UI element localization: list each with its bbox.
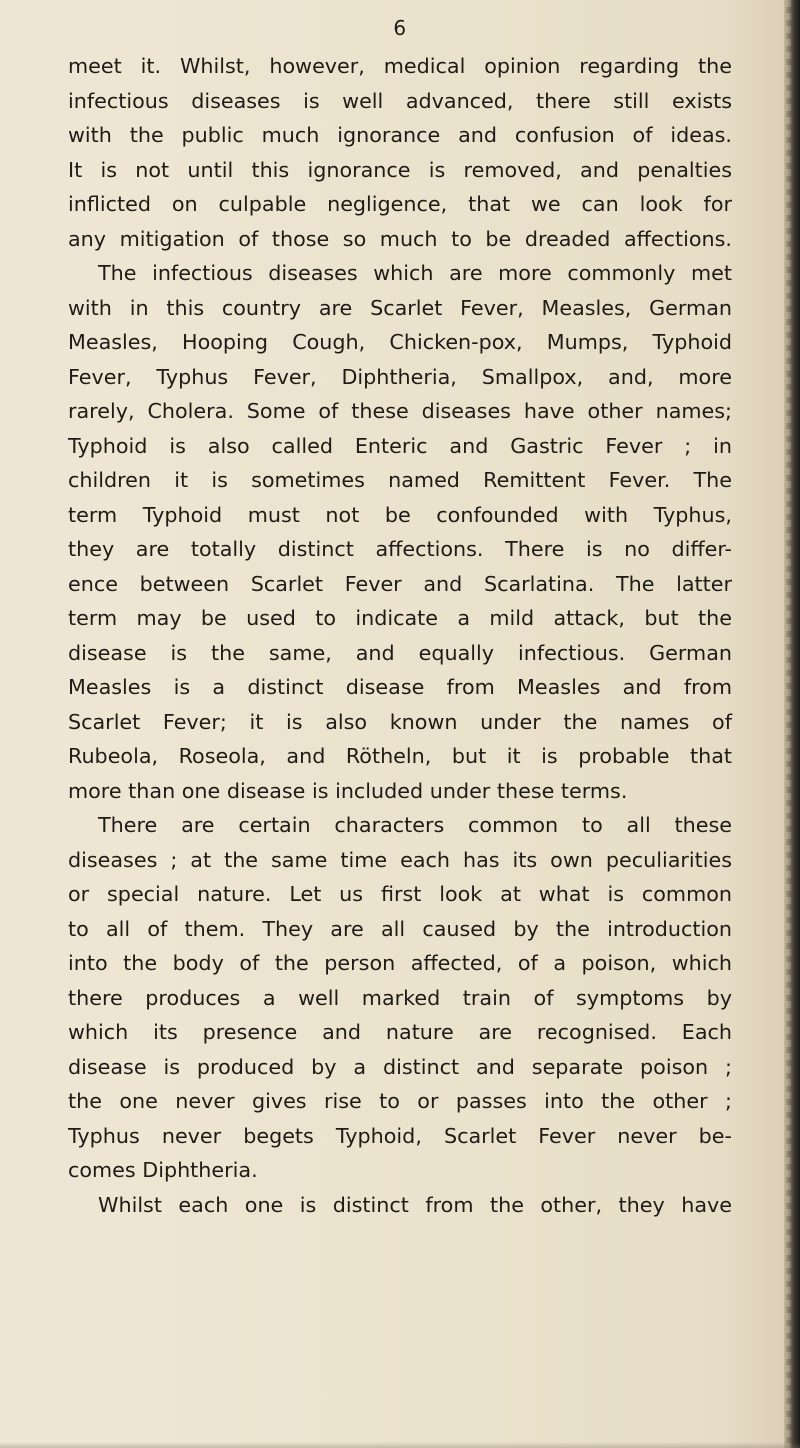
- text-line: there produces a well marked train of symptoms by: [68, 985, 732, 1010]
- text-line: infectious diseases is well advanced, there still exists: [68, 88, 732, 113]
- text-line: Measles, Hooping Cough, Chicken-pox, Mumps, Typhoid: [68, 330, 732, 354]
- text-line: term may be used to indicate a mild attack, but the: [68, 606, 732, 630]
- text-line: Whilst each one is distinct from the other, they have: [98, 1192, 732, 1217]
- text-line: rarely, Cholera. Some of these diseases have other names;: [68, 399, 732, 423]
- text-line: It is not until this ignorance is removed, and penalties: [68, 157, 732, 182]
- text-line: Scarlet Fever; it is also known under the names of: [68, 709, 732, 734]
- text-line: the one never gives rise to or passes into the other ;: [68, 1089, 732, 1113]
- text-line: disease is produced by a distinct and separate poison ;: [68, 1054, 732, 1079]
- text-line: or special nature. Let us first look at what is common: [68, 882, 732, 906]
- text-line: term Typhoid must not be confounded with Typhus,: [68, 502, 732, 527]
- text-line: with the public much ignorance and confusion of ideas.: [68, 123, 732, 147]
- text-line: they are totally distinct affections. There is no differ-: [68, 537, 732, 561]
- page-edge-shadow: [784, 0, 800, 1448]
- text-line: The infectious diseases which are more commonly met: [98, 261, 732, 285]
- text-line: diseases ; at the same time each has its own peculiarities: [68, 847, 732, 872]
- text-line: Rubeola, Roseola, and Rötheln, but it is probable that: [68, 744, 732, 768]
- page-number: 6: [393, 16, 407, 40]
- text-line: ence between Scarlet Fever and Scarlatina. The latter: [68, 571, 732, 596]
- text-line: disease is the same, and equally infectious. German: [68, 640, 732, 665]
- text-line: Typhoid is also called Enteric and Gastric Fever ; in: [68, 433, 732, 458]
- page-bottom-shadow: [0, 1442, 800, 1448]
- text-line: comes Diphtheria.: [68, 1158, 258, 1182]
- text-line: any mitigation of those so much to be dreaded affections.: [68, 226, 732, 251]
- text-line: more than one disease is included under these terms.: [68, 778, 628, 803]
- text-line: children it is sometimes named Remittent Fever. The: [68, 468, 732, 492]
- text-line: Fever, Typhus Fever, Diphtheria, Smallpox, and, more: [68, 364, 732, 389]
- text-line: into the body of the person affected, of a poison, which: [68, 951, 732, 975]
- text-line: which its presence and nature are recognised. Each: [68, 1020, 732, 1044]
- text-line: meet it. Whilst, however, medical opinion regarding the: [68, 54, 732, 78]
- text-line: inflicted on culpable negligence, that we can look for: [68, 192, 732, 216]
- text-line: There are certain characters common to all these: [98, 813, 732, 837]
- text-line: Typhus never begets Typhoid, Scarlet Fever never be-: [68, 1123, 732, 1148]
- text-line: with in this country are Scarlet Fever, Measles, German: [68, 295, 732, 320]
- text-line: Measles is a distinct disease from Measles and from: [68, 675, 732, 699]
- body-text: [68, 49, 732, 1222]
- text-line: to all of them. They are all caused by the introduction: [68, 916, 732, 941]
